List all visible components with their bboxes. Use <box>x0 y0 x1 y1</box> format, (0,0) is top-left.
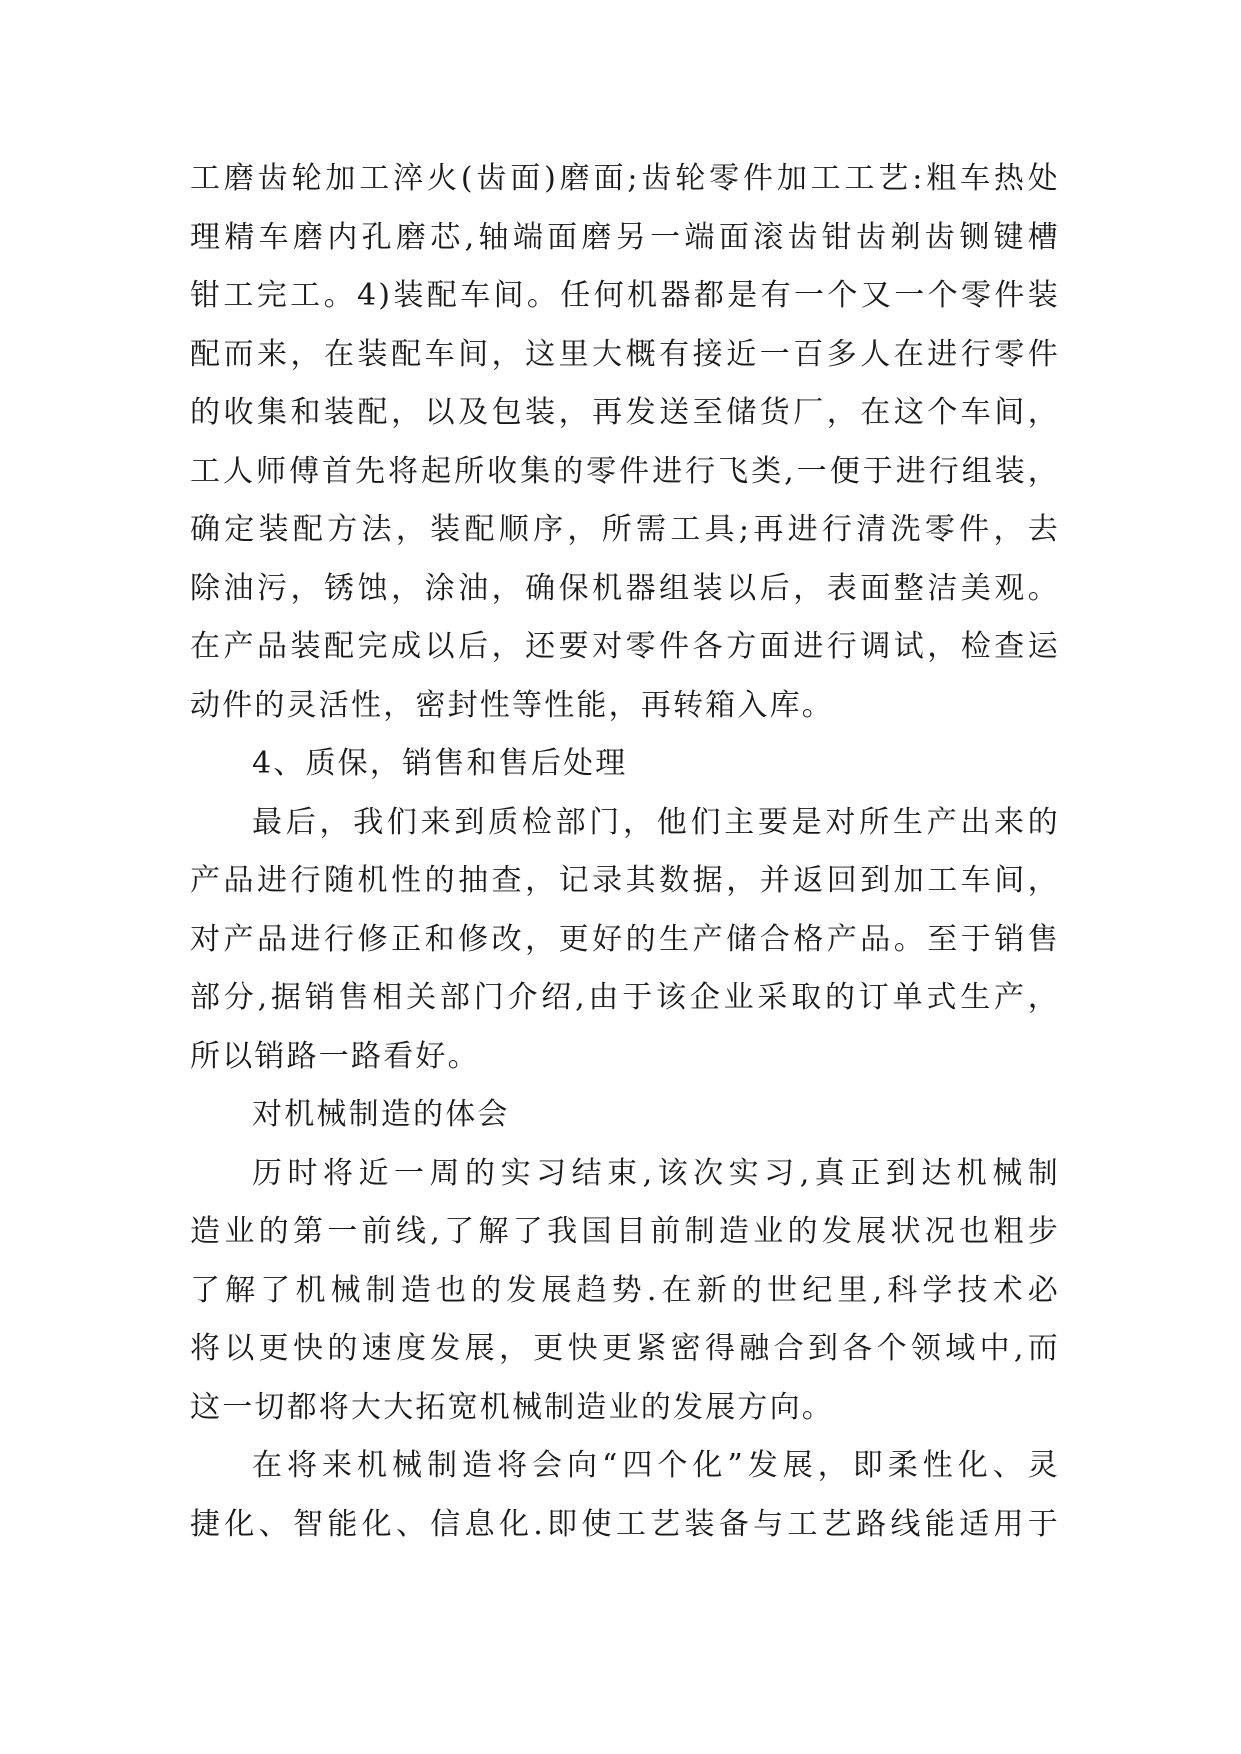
section-heading: 4、质保，销售和售后处理 <box>252 746 628 781</box>
text-line: 所以销路一路看好。 <box>190 1038 480 1074</box>
text-line: 理精车磨内孔磨芯,轴端面磨另一端面滚齿钳齿剃齿铡键槽 <box>190 219 1060 255</box>
document-body <box>190 150 1060 1554</box>
text-line: 配而来，在装配车间，这里大概有接近一百多人在进行零件 <box>190 336 1060 372</box>
text-line: 捷化、智能化、信息化.即使工艺装备与工艺路线能适用于 <box>190 1506 1060 1542</box>
text-line: 历时将近一周的实习结束,该次实习,真正到达机械制 <box>252 1155 1060 1191</box>
text-line: 造业的第一前线,了解了我国目前制造业的发展状况也粗步 <box>190 1214 1060 1249</box>
text-line: 在将来机械制造将会向“四个化”发展，即柔性化、灵 <box>252 1448 1060 1483</box>
text-line: 动件的灵活性，密封性等性能，再转箱入库。 <box>190 687 834 723</box>
text-line: 最后，我们来到质检部门，他们主要是对所生产出来的 <box>252 804 1060 840</box>
text-line: 这一切都将大大拓宽机械制造业的发展方向。 <box>190 1389 834 1425</box>
text-line: 工磨齿轮加工淬火(齿面)磨面;齿轮零件加工工艺:粗车热处 <box>190 161 1060 196</box>
text-line: 部分,据销售相关部门介绍,由于该企业采取的订单式生产， <box>190 980 1060 1015</box>
text-line: 对产品进行修正和修改，更好的生产储合格产品。至于销售 <box>190 921 1060 957</box>
text-line: 了解了机械制造也的发展趋势.在新的世纪里,科学技术必 <box>190 1272 1060 1308</box>
text-line: 在产品装配完成以后，还要对零件各方面进行调试，检查运 <box>190 629 1060 664</box>
section-heading: 对机械制造的体会 <box>252 1097 510 1132</box>
text-line: 工人师傅首先将起所收集的零件进行飞类,一便于进行组装， <box>190 453 1060 489</box>
text-line: 的收集和装配，以及包装，再发送至储货厂，在这个车间， <box>190 395 1060 430</box>
text-line: 确定装配方法，装配顺序，所需工具;再进行清洗零件，去 <box>190 512 1060 547</box>
text-line: 产品进行随机性的抽查，记录其数据，并返回到加工车间， <box>190 863 1060 898</box>
text-line: 除油污，锈蚀，涂油，确保机器组装以后，表面整洁美观。 <box>190 570 1060 606</box>
text-line: 将以更快的速度发展，更快更紧密得融合到各个领域中,而 <box>190 1331 1060 1366</box>
text-line: 钳工完工。4)装配车间。任何机器都是有一个又一个零件装 <box>190 278 1060 313</box>
